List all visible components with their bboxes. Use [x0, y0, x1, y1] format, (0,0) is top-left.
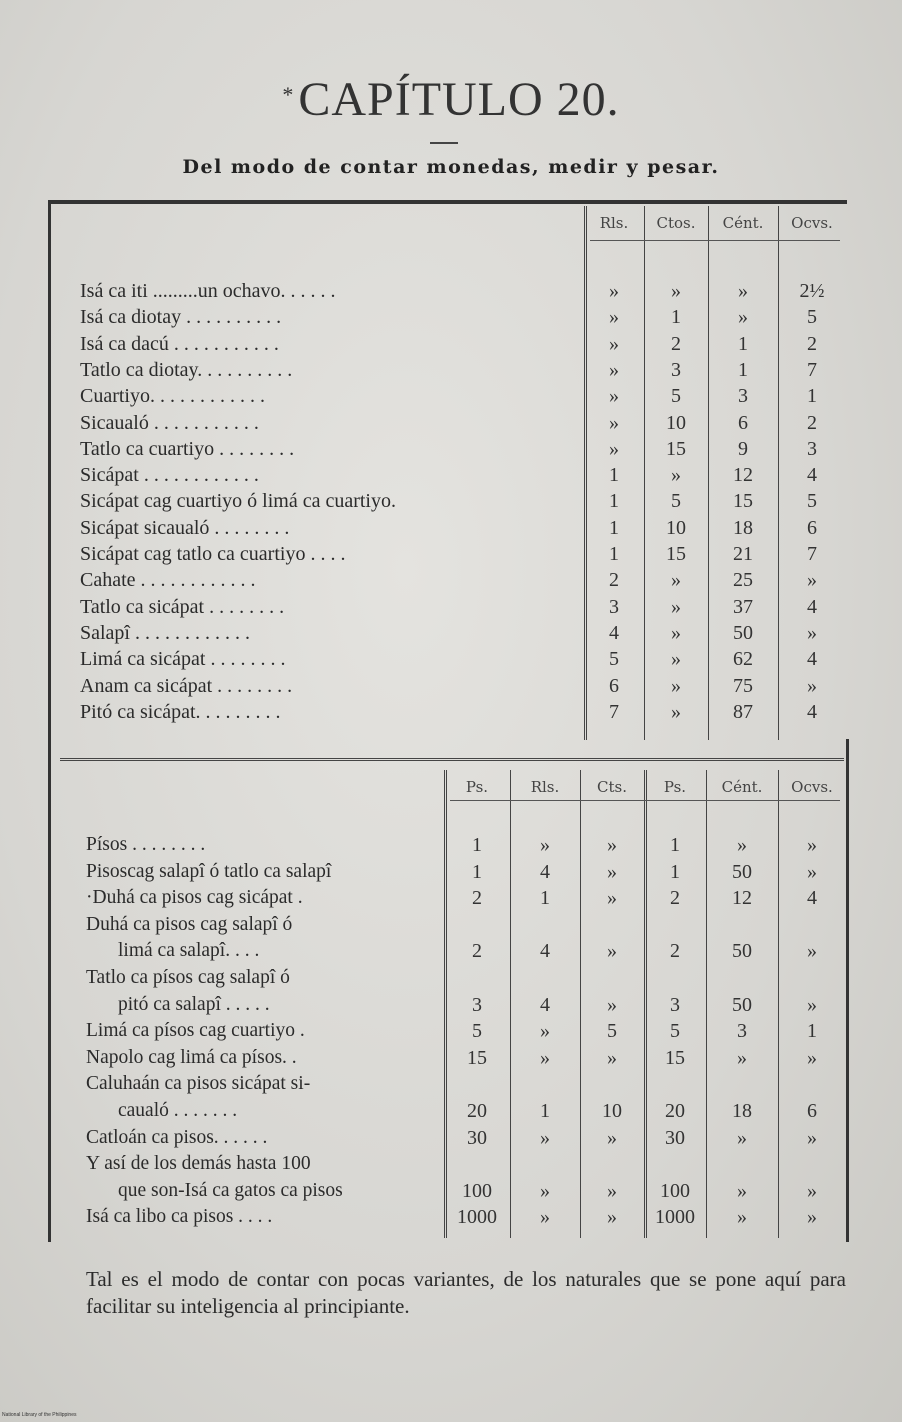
table2-cell: 1	[540, 1100, 550, 1122]
table1-cell: 5	[609, 648, 619, 671]
table1-cell: 50	[733, 621, 753, 644]
table1-cell: 4	[609, 621, 619, 644]
table1-cell: 4	[807, 648, 817, 671]
table2-header-rule	[450, 800, 840, 801]
table1-cell: 25	[733, 569, 753, 592]
table1-cell: »	[738, 280, 748, 302]
table1-cell: »	[807, 621, 817, 644]
table2-cell: 5	[670, 1020, 680, 1043]
table2-cell: 100	[462, 1179, 492, 1202]
table1-cell: »	[671, 595, 681, 618]
table1-cell: »	[671, 674, 681, 697]
table2-cell: 5	[472, 1020, 482, 1043]
table1-row-label: Tatlo ca cuartiyo . . . . . . . .	[80, 437, 295, 460]
table1-cell: 18	[733, 516, 753, 539]
table2-cell: 100	[660, 1179, 690, 1202]
table2-cell: 4	[540, 993, 550, 1016]
table1-cell: 10	[666, 411, 686, 434]
library-footer: National Library of the Philippines	[2, 1412, 77, 1418]
table1-cell: 1	[609, 516, 619, 539]
table-divider	[60, 758, 844, 761]
table2-cell: 4	[540, 860, 550, 883]
table2-header: Ps.	[663, 778, 687, 796]
table1-cell: »	[609, 385, 619, 408]
table2-header: Cts.	[597, 778, 627, 796]
table1-row-label: Salapî . . . . . . . . . . . .	[80, 621, 250, 644]
table2-cell: »	[607, 940, 617, 963]
table1-cell: »	[671, 280, 681, 302]
table2-cell: 4	[807, 887, 817, 910]
table2-row-label: Písos . . . . . . . .	[86, 834, 206, 855]
table2-cell: 1000	[457, 1206, 497, 1229]
table1-row-label: Pitó ca sicápat. . . . . . . . .	[80, 700, 281, 723]
table2-cell: 10	[602, 1100, 622, 1122]
table1-row-label: Tatlo ca sicápat . . . . . . . .	[80, 595, 285, 618]
table1-cell: 7	[807, 543, 817, 565]
table2-cell: 15	[467, 1046, 487, 1069]
table2-cell: »	[807, 834, 817, 856]
table1-row-label: Sicápat cag tatlo ca cuartiyo . . . .	[80, 543, 346, 565]
table2-cell: 30	[665, 1126, 685, 1149]
table1-cell: »	[609, 332, 619, 355]
table1-row-label: Sicaualó . . . . . . . . . . .	[80, 411, 259, 434]
table1-cell: »	[609, 358, 619, 381]
chapter-title	[0, 72, 902, 127]
table2-cell: »	[737, 1206, 747, 1229]
table2-row-label: Caluhaán ca pisos sicápat si-	[86, 1073, 311, 1095]
table1-cell: »	[609, 306, 619, 329]
table1-cell: »	[671, 700, 681, 723]
table1-cell: 2	[671, 332, 681, 355]
table2-row-label: Y así de los demás hasta 100	[86, 1153, 311, 1175]
table1-cell: 5	[807, 306, 817, 329]
table2-row-label: pitó ca salapî . . . . .	[118, 993, 270, 1015]
table2-cell: »	[540, 1179, 550, 1202]
table2-cell: 2	[472, 940, 482, 963]
table1-cell: 75	[733, 674, 753, 697]
table2-cell: »	[540, 1046, 550, 1069]
table2-cell: 18	[732, 1100, 752, 1122]
table2-cell: 30	[467, 1126, 487, 1149]
table2-row-label: Limá ca písos cag cuartiyo .	[86, 1020, 305, 1042]
table1-cell: 1	[609, 464, 619, 487]
table2-row-label: ·Duhá ca pisos cag sicápat .	[86, 887, 303, 909]
table2-cell: »	[807, 1046, 817, 1069]
table2-cell: 1	[807, 1020, 817, 1043]
table2-row-label: Tatlo ca písos cag salapî ó	[86, 967, 290, 988]
table1-row-label: Cuartiyo. . . . . . . . . . . .	[80, 385, 265, 408]
title-rule	[430, 142, 458, 144]
table1-cell: 15	[733, 490, 753, 513]
table1-cell: 2	[609, 569, 619, 592]
table1-row-label: Cahate . . . . . . . . . . . .	[80, 569, 256, 592]
chapter-subtitle: Del modo de contar monedas, medir y pesar.	[182, 156, 720, 178]
table1-row-label: Isá ca iti .........un ochavo. . . . . .	[80, 280, 336, 302]
table1-header: Ctos.	[656, 214, 696, 232]
table2-header: Cént.	[721, 778, 763, 796]
table1-cell: 6	[807, 516, 817, 539]
table1-cell: »	[671, 569, 681, 592]
table1-cell: »	[671, 621, 681, 644]
table1-cell: 6	[738, 411, 748, 434]
table2-cell: »	[540, 834, 550, 856]
table2-cell: »	[607, 834, 617, 856]
table2-cell: »	[607, 1126, 617, 1149]
table2-cell: 2	[670, 940, 680, 963]
table2-row-label: limá ca salapî. . . .	[118, 940, 260, 962]
table2-header: Rls.	[530, 778, 560, 796]
table2-cell: 20	[467, 1100, 487, 1122]
table1-cell: 3	[671, 358, 681, 381]
table1-cell: 4	[807, 464, 817, 487]
table1-row-label: Limá ca sicápat . . . . . . . .	[80, 648, 286, 671]
table1-cell: 2½	[799, 280, 825, 302]
table1-cell: 15	[666, 437, 686, 460]
table1-cell: »	[807, 674, 817, 697]
table1-cell: »	[609, 411, 619, 434]
table1-cell: »	[738, 306, 748, 329]
table1-cell: 15	[666, 543, 686, 565]
table2-cell: 20	[665, 1100, 685, 1122]
table1-cell: 12	[733, 464, 753, 487]
table2-cell: 6	[807, 1100, 817, 1122]
table1-cell: 7	[609, 700, 619, 723]
chapter-title-text: CAPÍTULO 20.	[298, 73, 620, 126]
table2-row-label: Duhá ca pisos cag salapî ó	[86, 913, 293, 935]
table2-cell: 1	[670, 834, 680, 856]
table1-header: Cént.	[722, 214, 764, 232]
table1-cell: 2	[807, 332, 817, 355]
table2-cell: 1	[540, 887, 550, 910]
table1-cell: 62	[733, 648, 753, 671]
table2-cell: 1	[472, 860, 482, 883]
table1-row-label: Isá ca dacú . . . . . . . . . . .	[80, 332, 279, 355]
table1-row-label: Isá ca diotay . . . . . . . . . .	[80, 306, 282, 329]
table2-cell: 3	[670, 993, 680, 1016]
table1-cell: 5	[671, 490, 681, 513]
table1-cell: 2	[807, 411, 817, 434]
table1-cell: 1	[609, 490, 619, 513]
table2-cell: 15	[665, 1046, 685, 1069]
table1-header: Rls.	[599, 214, 629, 232]
title-marker: *	[282, 82, 295, 107]
table2-cell: 1	[670, 860, 680, 883]
table2-cell: 50	[732, 860, 752, 883]
table2-cell: 50	[732, 993, 752, 1016]
table1-row-label: Tatlo ca diotay. . . . . . . . . .	[80, 358, 293, 381]
table2-cell: 3	[737, 1020, 747, 1043]
table1-cell: 21	[733, 543, 753, 565]
table1-cell: »	[807, 569, 817, 592]
table1-cell: 5	[671, 385, 681, 408]
table1-cell: 7	[807, 358, 817, 381]
table2-cell: »	[807, 860, 817, 883]
table1-cell: 37	[733, 595, 753, 618]
table1-cell: 3	[807, 437, 817, 460]
table2-cell: »	[540, 1020, 550, 1043]
table1-cell: 4	[807, 595, 817, 618]
table2-cell: »	[607, 1179, 617, 1202]
table2-cell: »	[737, 1046, 747, 1069]
table2-cell: »	[607, 1046, 617, 1069]
table2-row-label: que son-Isá ca gatos ca pisos	[118, 1179, 343, 1201]
table2-cell: 2	[472, 887, 482, 910]
table1-cell: »	[671, 464, 681, 487]
table1-cell: 3	[609, 595, 619, 618]
table1-header: Ocvs.	[791, 214, 833, 232]
table2-cell: 1	[472, 834, 482, 856]
table1-cell: 10	[666, 516, 686, 539]
table2-cell: »	[807, 940, 817, 963]
table-right-edge	[846, 739, 849, 1242]
table1-cell: 87	[733, 700, 753, 723]
table2-header: Ocvs.	[791, 778, 833, 796]
table2-cell: »	[737, 1179, 747, 1202]
table1-cell: 1	[807, 385, 817, 408]
table1-row-label: Sicápat . . . . . . . . . . . .	[80, 464, 259, 487]
table2-cell: 2	[670, 887, 680, 910]
table1-cell: »	[671, 648, 681, 671]
table2-cell: 4	[540, 940, 550, 963]
table1-header-rule	[590, 240, 840, 241]
table2-cell: »	[540, 1126, 550, 1149]
table1-row-label: Sicápat sicaualó . . . . . . . .	[80, 516, 290, 539]
table2-row-label: Napolo cag limá ca písos. .	[86, 1046, 297, 1068]
table2-cell: »	[807, 993, 817, 1016]
table1-cell: 5	[807, 490, 817, 513]
table1-row-label: Sicápat cag cuartiyo ó limá ca cuartiyo.	[80, 490, 396, 513]
table2-cell: »	[540, 1206, 550, 1229]
table2-cell: 5	[607, 1020, 617, 1043]
table2-cell: 1000	[655, 1206, 695, 1229]
table2-cell: »	[607, 860, 617, 883]
table2-cell: »	[807, 1179, 817, 1202]
table1-cell: 3	[738, 385, 748, 408]
table2-row-label: Pisoscag salapî ó tatlo ca salapî	[86, 860, 332, 882]
table2-row-label: Catloán ca pisos. . . . . .	[86, 1126, 268, 1148]
table1-cell: 1	[738, 358, 748, 381]
table1-cell: 4	[807, 700, 817, 723]
table2-cell: »	[607, 1206, 617, 1229]
table2-row-label: Isá ca libo ca pisos . . . .	[86, 1206, 273, 1228]
table2-row-label: caualó . . . . . . .	[118, 1100, 238, 1121]
table2-cell: 12	[732, 887, 752, 910]
table1-cell: 6	[609, 674, 619, 697]
table2-cell: 50	[732, 940, 752, 963]
table2-cell: »	[807, 1206, 817, 1229]
table1-cell: 1	[738, 332, 748, 355]
table2-cell: »	[607, 993, 617, 1016]
table2-cell: »	[737, 1126, 747, 1149]
table1-cell: 9	[738, 437, 748, 460]
table1-cell: 1	[609, 543, 619, 565]
table1-row-label: Anam ca sicápat . . . . . . . .	[80, 674, 293, 697]
table2-cell: »	[737, 834, 747, 856]
closing-paragraph: Tal es el modo de contar con pocas variantes, de los naturales que se pone aquí para facilitar su inteligencia al principiante.	[86, 1267, 846, 1318]
table2-cell: »	[607, 887, 617, 910]
table2-cell: »	[807, 1126, 817, 1149]
table1-cell: »	[609, 437, 619, 460]
table2-cell: 3	[472, 993, 482, 1016]
table2-header: Ps.	[465, 778, 489, 796]
table1-cell: 1	[671, 306, 681, 329]
table1-cell: »	[609, 280, 619, 302]
